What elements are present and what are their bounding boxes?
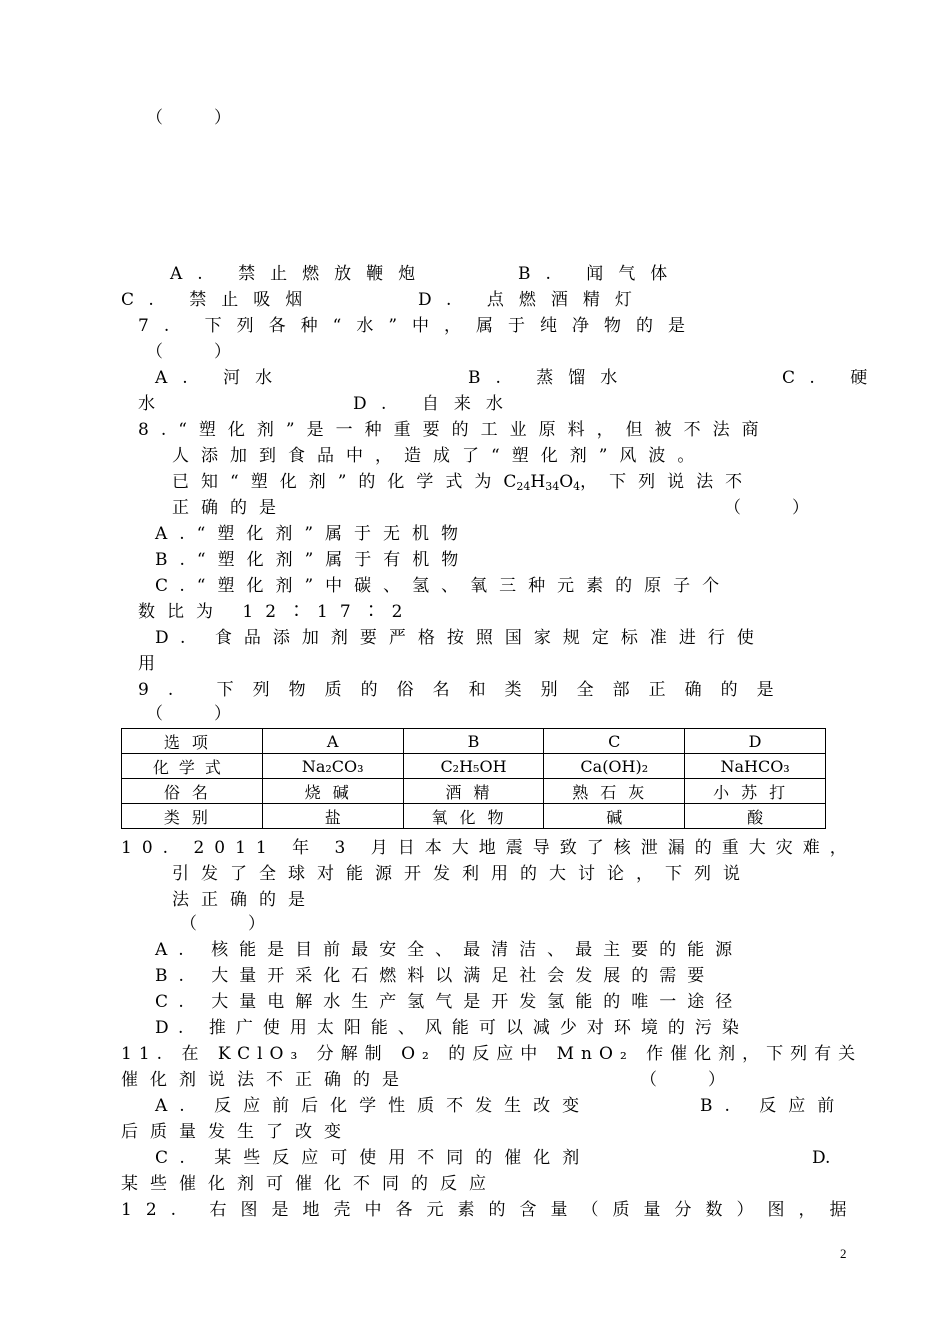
q7-option-b: B. 蒸馏水 [468,368,633,388]
q11-option-d-cont: 某些催化剂可催化不同的反应 [121,1174,498,1194]
option-d: D. 点燃酒精灯 [418,290,647,310]
question-9: 9. 下列物质的俗名和类别全部正确的是 [138,680,793,700]
q7-option-d: D. 自来水 [353,394,518,414]
q8-option-d-cont: 用 [138,654,155,674]
q10-option-b: B. 大量开采化石燃料以满足社会发展的需要 [155,966,716,986]
q8-option-b: B.“塑化剂”属于有机物 [155,550,471,570]
table-cell: NaHCO₃ [685,754,826,779]
table-cell: C [544,729,685,754]
table-cell: 酒精 [403,779,544,804]
table-cell: 酸 [685,804,826,829]
q8-option-c: C.“塑化剂”中碳、氢、氧三种元素的原子个 [155,576,732,596]
table-row [122,729,826,754]
table-cell: 小苏打 [685,779,826,804]
table-cell: 俗名 [122,779,263,804]
question-8: 8.“塑化剂”是一种重要的工业原料，但被不法商 [138,420,771,440]
answer-paren: （ ） [146,342,231,362]
page-number: 2 [840,1246,847,1261]
table-cell: 碱 [544,804,685,829]
q11-option-b: B. 反应前 [700,1096,847,1116]
option-c: C. 禁止吸烟 [121,290,318,310]
q11-option-a: A. 反应前后化学性质不发生改变 [155,1096,592,1116]
table-cell: 熟石灰 [544,779,685,804]
table-cell: Na₂CO₃ [262,754,403,779]
table-cell: 类别 [122,804,263,829]
table-cell: 选项 [122,729,263,754]
table-cell: 氧化物 [403,804,544,829]
q11-option-b-cont: 后质量发生了改变 [121,1122,353,1142]
table-row [122,754,826,779]
question-12: 12. 右图是地壳中各元素的含量（质量分数）图，据 [121,1200,861,1220]
q8-option-c-cont: 数比为 12∶17∶2 [138,602,415,622]
question-11: 11. 在 KClO₃ 分解制 O₂ 的反应中 MnO₂ 作催化剂，下列有关 [121,1044,863,1064]
q7-option-c: C. 硬 [782,368,883,388]
question-8-line3: 已知“塑化剂”的化学式为$C_{24}H_{34}O_4$，下列说法不 [172,472,755,493]
q11-option-d: D. [812,1148,831,1168]
answer-paren: （ ） [146,704,231,724]
option-b: B. 闻气体 [518,264,683,284]
table-cell: Ca(OH)₂ [544,754,685,779]
table-cell: C₂H₅OH [403,754,544,779]
q7-option-c-cont: 水 [138,394,155,414]
question-7: 7. 下列各种“水”中，属于纯净物的是 [138,316,701,336]
table-cell: D [685,729,826,754]
table-cell: 化学式 [122,754,263,779]
q7-option-a: A. 河水 [155,368,288,388]
q11-option-c: C. 某些反应可使用不同的催化剂 [155,1148,592,1168]
question-8-line4: 正确的是 [172,498,288,518]
blank-paren: （ ） [146,108,231,128]
options-table [121,728,826,829]
formula: $C_{24}H_{34}O_4$ [503,472,581,493]
question-10: 10. 2011 年 3 月日本大地震导致了核泄漏的重大灾难， [121,838,857,858]
q10-option-a: A. 核能是目前最安全、最清洁、最主要的能源 [155,940,744,960]
table-cell: 烧碱 [262,779,403,804]
table-cell: A [262,729,403,754]
option-a: A. 禁止燃放鞭炮 [170,264,431,284]
q10-option-c: C. 大量电解水生产氢气是开发氢能的唯一途径 [155,992,744,1012]
question-10-line3: 法正确的是 [172,890,317,910]
answer-paren: （ ） [724,498,809,518]
question-11-line2: 催化剂说法不正确的是 [121,1070,411,1090]
table-row [122,804,826,829]
q8-option-a: A.“塑化剂”属于无机物 [155,524,471,544]
question-10-line2: 引发了全球对能源开发利用的大讨论，下列说 [172,864,752,884]
q10-option-d: D. 推广使用太阳能、风能可以减少对环境的污染 [155,1018,749,1038]
table-row [122,779,826,804]
answer-paren: （ ） [640,1070,725,1090]
table-cell: 盐 [262,804,403,829]
q8-option-d: D. 食品添加剂要严格按照国家规定标准进行使 [155,628,766,648]
answer-paren: （ ） [180,914,265,934]
table-cell: B [403,729,544,754]
question-8-line2: 人添加到食品中，造成了“塑化剂”风波。 [172,446,707,466]
